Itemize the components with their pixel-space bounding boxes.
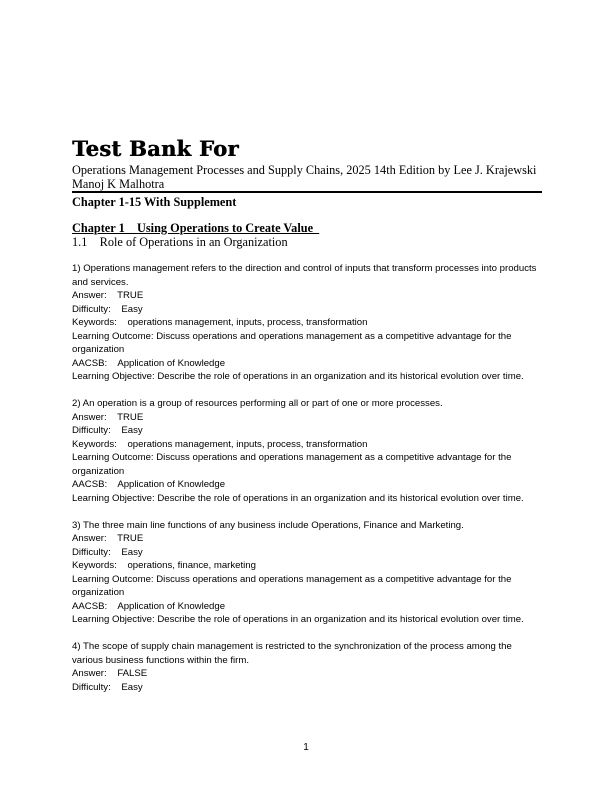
question-text: 4) The scope of supply chain management is restricted to the synchronization of the process among the various business functions within the firm. — [72, 641, 512, 666]
document-subtitle: Operations Management Processes and Supply Chains, 2025 14th Edition by Lee J. Krajewski Manoj K Malhotra — [72, 163, 537, 191]
answer-line: Answer: TRUE — [72, 411, 144, 423]
answer-line: Answer: TRUE — [72, 533, 144, 544]
learning-objective-line: Learning Objective: Describe the role of operations in an organization and its historical evolution over time. — [72, 492, 524, 504]
aacsb-line: AACSB: Application of Knowledge — [72, 600, 226, 612]
question-item — [72, 262, 542, 384]
section-heading: 1.1 Role of Operations in an Organization — [72, 235, 288, 249]
aacsb-line: AACSB: Application of Knowledge — [72, 479, 226, 490]
keywords-line: Keywords: operations, finance, marketing — [72, 560, 256, 571]
question-text: 2) An operation is a group of resources performing all or part of one or more processes. — [72, 398, 443, 409]
answer-line: Answer: FALSE — [72, 668, 148, 679]
document-title: Test Bank For — [72, 136, 239, 161]
difficulty-line: Difficulty: Easy — [72, 546, 143, 558]
question-text: 3) The three main line functions of any business include Operations, Finance and Marketing. — [72, 519, 464, 531]
question-item — [72, 519, 542, 627]
question-list — [72, 262, 542, 708]
keywords-line: Keywords: operations management, inputs, process, transformation — [72, 317, 368, 328]
page-number: 1 — [303, 742, 309, 753]
answer-line: Answer: TRUE — [72, 290, 144, 301]
learning-outcome-line: Learning Outcome: Discuss operations and operations management as a competitive advantage for the organization — [72, 573, 512, 598]
chapter-heading: Chapter 1 Using Operations to Create Value — [72, 221, 320, 235]
difficulty-line: Difficulty: Easy — [72, 681, 143, 693]
learning-objective-line: Learning Objective: Describe the role of operations in an organization and its historical evolution over time. — [72, 614, 524, 625]
question-item — [72, 397, 542, 505]
keywords-line: Keywords: operations management, inputs, process, transformation — [72, 438, 368, 450]
question-text: 1) Operations management refers to the direction and control of inputs that transform processes into products and services. — [72, 263, 537, 288]
question-item — [72, 640, 542, 694]
aacsb-line: AACSB: Application of Knowledge — [72, 357, 226, 369]
difficulty-line: Difficulty: Easy — [72, 303, 143, 315]
learning-outcome-line: Learning Outcome: Discuss operations and operations management as a competitive advantage for the organization — [72, 330, 512, 355]
learning-outcome-line: Learning Outcome: Discuss operations and operations management as a competitive advantage for the organization — [72, 452, 512, 477]
learning-objective-line: Learning Objective: Describe the role of operations in an organization and its historical evolution over time. — [72, 371, 524, 382]
supplement-heading: Chapter 1-15 With Supplement — [72, 195, 237, 209]
difficulty-line: Difficulty: Easy — [72, 425, 143, 436]
title-divider — [72, 191, 542, 193]
